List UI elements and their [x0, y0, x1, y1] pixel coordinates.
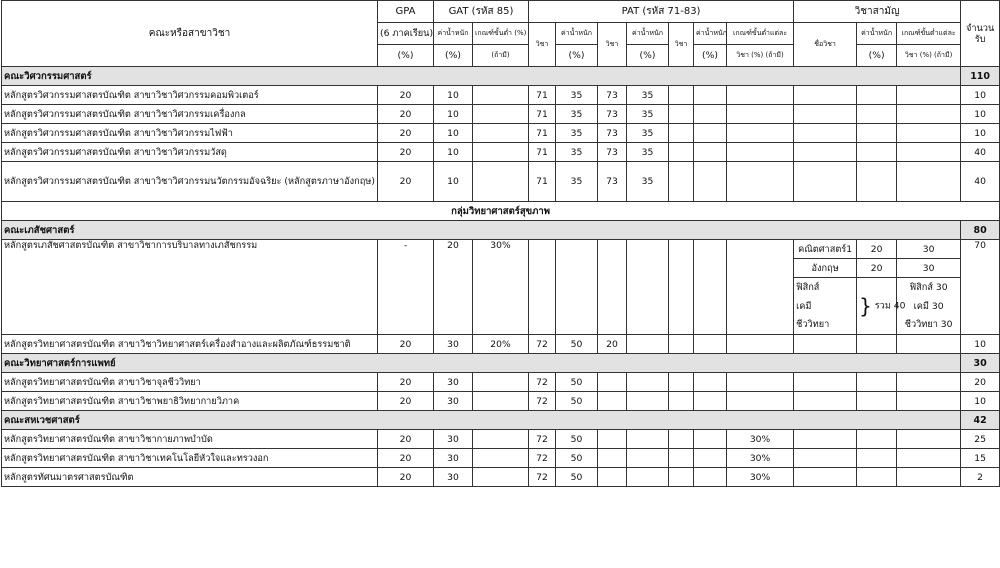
common-subject: เคมี — [794, 297, 857, 316]
header-gat-weight: ค่าน้ำหนัก — [434, 23, 473, 45]
pat-subject-1: 71 — [529, 105, 556, 124]
header-gpa: GPA — [378, 1, 434, 23]
program-name: หลักสูตรวิศวกรรมศาสตรบัณฑิต สาขาวิชาวิศวกรรมเครื่องกล — [2, 105, 378, 124]
common-subject: ฟิสิกส์ — [794, 278, 857, 297]
table-row — [2, 392, 1000, 411]
pat-weight-1: 35 — [556, 86, 598, 105]
program-name: หลักสูตรวิทยาศาสตรบัณฑิต สาขาวิชาเทคโนโลยีหัวใจและทรวงอก — [2, 449, 378, 468]
common-subject: อังกฤษ — [794, 259, 857, 278]
seats-value: 40 — [961, 143, 1000, 162]
table-row — [2, 86, 1000, 105]
header-gat-min: เกณฑ์ขั้นต่ำ (%) — [473, 23, 529, 45]
program-name: หลักสูตรเภสัชศาสตรบัณฑิต สาขาวิชาการบริบาลทางเภสัชกรรม — [2, 240, 378, 335]
pat-subject-1: 72 — [529, 335, 556, 354]
header-pat-subject-3: วิชา — [669, 23, 694, 67]
seats-value: 25 — [961, 430, 1000, 449]
header-pat-pct-3: (%) — [694, 45, 727, 67]
pat-weight-2: 35 — [627, 105, 669, 124]
pat-weight-1: 50 — [556, 430, 598, 449]
bracket-icon: } — [859, 294, 872, 318]
gat-weight: 30 — [434, 335, 473, 354]
program-name: หลักสูตรวิศวกรรมศาสตรบัณฑิต สาขาวิชาวิศวกรรมไฟฟ้า — [2, 124, 378, 143]
pat-weight-1: 35 — [556, 105, 598, 124]
pat-subject-1: 72 — [529, 373, 556, 392]
pat-weight-1: 35 — [556, 143, 598, 162]
pat-subject-2: 73 — [598, 86, 627, 105]
common-subject: ชีววิทยา — [794, 316, 857, 335]
pat-weight-1: 35 — [556, 124, 598, 143]
header-gat-pct: (%) — [434, 45, 473, 67]
pat-weight-1: 50 — [556, 373, 598, 392]
header-common-subject: ชื่อวิชา — [794, 23, 857, 67]
pat-subject-2: 73 — [598, 143, 627, 162]
pat-subject-1: 71 — [529, 86, 556, 105]
pat-subject-1: 71 — [529, 143, 556, 162]
section-seats: 42 — [961, 411, 1000, 430]
seats-value: 10 — [961, 86, 1000, 105]
table-row — [2, 240, 1000, 259]
seats-value: 20 — [961, 373, 1000, 392]
header-common-weight: ค่าน้ำหนัก — [857, 23, 897, 45]
pat-weight-2: 35 — [627, 86, 669, 105]
header-gpa-pct: (%) — [378, 45, 434, 67]
gat-weight: 30 — [434, 430, 473, 449]
pat-subject-1: 72 — [529, 392, 556, 411]
common-min: 30 — [897, 240, 961, 259]
pat-subject-2: 73 — [598, 162, 627, 202]
header-common-pct: (%) — [857, 45, 897, 67]
header-pat-min2: วิชา (%) (ถ้ามี) — [727, 45, 794, 67]
gat-weight: 10 — [434, 105, 473, 124]
pat-min: 30% — [727, 449, 794, 468]
program-name: หลักสูตรวิศวกรรมศาสตรบัณฑิต สาขาวิชาวิศวกรรมคอมพิวเตอร์ — [2, 86, 378, 105]
pat-weight-2: 35 — [627, 143, 669, 162]
header-common: วิชาสามัญ — [794, 1, 961, 23]
common-subject: คณิตศาสตร์1 — [794, 240, 857, 259]
header-gpa-sub: (6 ภาคเรียน) — [378, 23, 434, 45]
section-seats: 110 — [961, 67, 1000, 86]
pat-min: 30% — [727, 468, 794, 487]
common-weight: 20 — [857, 240, 897, 259]
table-row — [2, 162, 1000, 202]
header-pat-min: เกณฑ์ขั้นต่ำแต่ละ — [727, 23, 794, 45]
common-weight: 20 — [857, 259, 897, 278]
header-pat-weight-1: ค่าน้ำหนัก — [556, 23, 598, 45]
gat-weight: 10 — [434, 143, 473, 162]
program-name: หลักสูตรวิศวกรรมศาสตรบัณฑิต สาขาวิชาวิศวกรรมวัสดุ — [2, 143, 378, 162]
seats-value: 10 — [961, 392, 1000, 411]
gat-min: 20% — [473, 335, 529, 354]
sci-total-label: รวม 40 — [874, 300, 906, 312]
section-engineering — [2, 67, 1000, 86]
gpa-value: 20 — [378, 86, 434, 105]
program-name: หลักสูตรทัศนมาตรศาสตรบัณฑิต — [2, 468, 378, 487]
section-allied-health — [2, 411, 1000, 430]
header-row-1 — [2, 1, 1000, 23]
gat-weight: 30 — [434, 468, 473, 487]
header-pat-subject-1: วิชา — [529, 23, 556, 67]
gat-weight: 10 — [434, 162, 473, 202]
section-seats: 30 — [961, 354, 1000, 373]
gpa-value: 20 — [378, 143, 434, 162]
pat-subject-2: 73 — [598, 105, 627, 124]
gpa-value: 20 — [378, 468, 434, 487]
seats-value: 10 — [961, 124, 1000, 143]
table-row — [2, 468, 1000, 487]
pat-weight-2: 35 — [627, 124, 669, 143]
gpa-value: 20 — [378, 105, 434, 124]
pat-weight-1: 35 — [556, 162, 598, 202]
program-name: หลักสูตรวิทยาศาสตรบัณฑิต สาขาวิชากายภาพบำบัด — [2, 430, 378, 449]
table-row — [2, 449, 1000, 468]
pat-weight-1: 50 — [556, 468, 598, 487]
common-min: ฟิสิกส์ 30 — [897, 278, 961, 297]
seats-value: 10 — [961, 105, 1000, 124]
common-min: ชีววิทยา 30 — [897, 316, 961, 335]
pat-weight-1: 50 — [556, 392, 598, 411]
gpa-value: 20 — [378, 373, 434, 392]
header-faculty: คณะหรือสาขาวิชา — [2, 1, 378, 67]
pat-subject-1: 71 — [529, 162, 556, 202]
group-heading: กลุ่มวิทยาศาสตร์สุขภาพ — [2, 202, 1000, 221]
program-name: หลักสูตรวิศวกรรมศาสตรบัณฑิต สาขาวิชาวิศวกรรมนวัตกรรมอัจฉริยะ (หลักสูตรภาษาอังกฤษ) — [2, 162, 378, 202]
pat-min: 30% — [727, 430, 794, 449]
gpa-value: 20 — [378, 392, 434, 411]
gat-weight: 20 — [434, 240, 473, 335]
gat-weight: 30 — [434, 449, 473, 468]
pat-subject-1: 72 — [529, 468, 556, 487]
gpa-value: 20 — [378, 335, 434, 354]
gpa-value: 20 — [378, 430, 434, 449]
sci-total — [857, 278, 906, 335]
table-row — [2, 124, 1000, 143]
group-heading-row — [2, 202, 1000, 221]
pat-subject-2: 20 — [598, 335, 627, 354]
pat-subject-1: 72 — [529, 449, 556, 468]
program-name: หลักสูตรวิทยาศาสตรบัณฑิต สาขาวิชาพยาธิวิทยากายวิภาค — [2, 392, 378, 411]
table-row — [2, 335, 1000, 354]
header-common-min: เกณฑ์ขั้นต่ำแต่ละ — [897, 23, 961, 45]
gat-weight: 10 — [434, 86, 473, 105]
seats-value: 70 — [961, 240, 1000, 335]
program-name: หลักสูตรวิทยาศาสตรบัณฑิต สาขาวิชาวิทยาศาสตร์เครื่องสำอางและผลิตภัณฑ์ธรรมชาติ — [2, 335, 378, 354]
common-min: เคมี 30 — [897, 297, 961, 316]
gpa-value: 20 — [378, 449, 434, 468]
pat-weight-2: 35 — [627, 162, 669, 202]
header-common-min2: วิชา (%) (ถ้ามี) — [897, 45, 961, 67]
header-seats: จำนวน รับ — [961, 1, 1000, 67]
table-row — [2, 105, 1000, 124]
seats-value: 40 — [961, 162, 1000, 202]
section-name: คณะวิทยาศาสตร์การแพทย์ — [2, 354, 961, 373]
table-row — [2, 430, 1000, 449]
table-row — [2, 373, 1000, 392]
section-name: คณะเภสัชศาสตร์ — [2, 221, 961, 240]
program-name: หลักสูตรวิทยาศาสตรบัณฑิต สาขาวิชาจุลชีววิทยา — [2, 373, 378, 392]
header-pat: PAT (รหัส 71-83) — [529, 1, 794, 23]
gpa-value: 20 — [378, 162, 434, 202]
pat-subject-1: 71 — [529, 124, 556, 143]
pat-weight-1: 50 — [556, 449, 598, 468]
seats-value: 15 — [961, 449, 1000, 468]
seats-value: 10 — [961, 335, 1000, 354]
section-name: คณะสหเวชศาสตร์ — [2, 411, 961, 430]
gat-min: 30% — [473, 240, 529, 335]
header-pat-pct-2: (%) — [627, 45, 669, 67]
table-row — [2, 143, 1000, 162]
header-pat-subject-2: วิชา — [598, 23, 627, 67]
pat-subject-2: 73 — [598, 124, 627, 143]
header-pat-weight-3: ค่าน้ำหนัก — [694, 23, 727, 45]
gpa-value: 20 — [378, 124, 434, 143]
header-gat: GAT (รหัส 85) — [434, 1, 529, 23]
gat-weight: 10 — [434, 124, 473, 143]
gat-weight: 30 — [434, 373, 473, 392]
common-min: 30 — [897, 259, 961, 278]
header-pat-weight-2: ค่าน้ำหนัก — [627, 23, 669, 45]
section-seats: 80 — [961, 221, 1000, 240]
gat-weight: 30 — [434, 392, 473, 411]
header-gat-unit: (ถ้ามี) — [473, 45, 529, 67]
section-pharmacy — [2, 221, 1000, 240]
header-pat-pct-1: (%) — [556, 45, 598, 67]
gpa-value: - — [378, 240, 434, 335]
pat-subject-1: 72 — [529, 430, 556, 449]
section-medical-science — [2, 354, 1000, 373]
seats-value: 2 — [961, 468, 1000, 487]
section-name: คณะวิศวกรรมศาสตร์ — [2, 67, 961, 86]
admission-table — [1, 0, 1000, 487]
pat-weight-1: 50 — [556, 335, 598, 354]
